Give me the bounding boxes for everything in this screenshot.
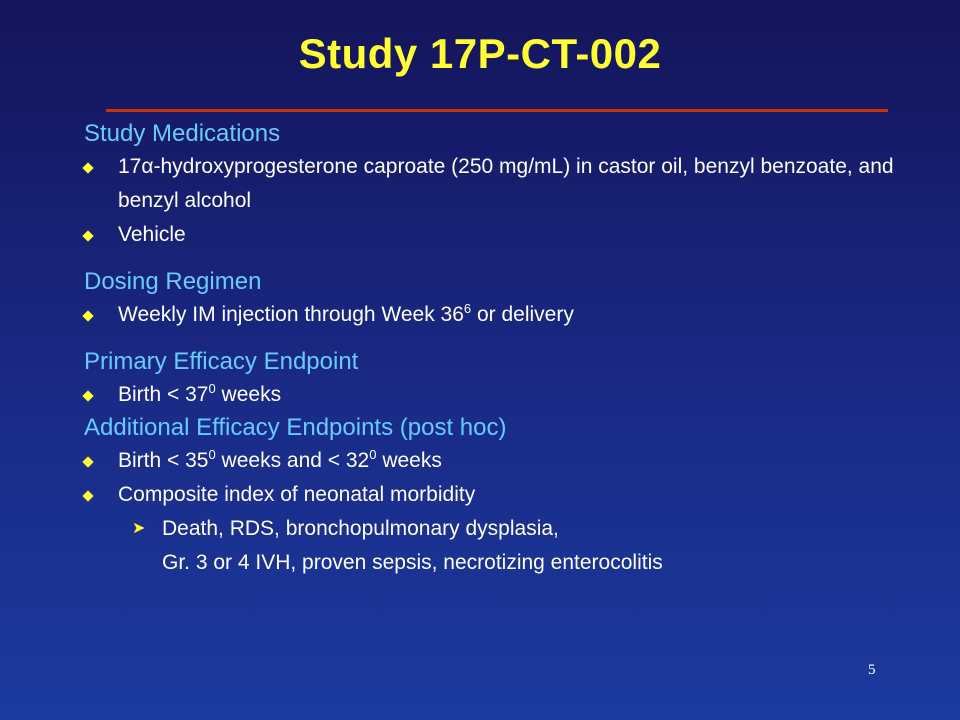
diamond-bullet-icon xyxy=(82,162,93,173)
bullet-text: 17α-hydroxyprogesterone caproate (250 mg/mL) in castor oil, benzyl benzoate, and benzyl alcohol xyxy=(118,155,894,212)
diamond-bullet-icon xyxy=(82,310,93,321)
slide-content xyxy=(84,118,904,580)
bullet-medication-vehicle xyxy=(84,218,904,252)
superscript: 0 xyxy=(369,447,377,462)
bullet-text: weeks and < 32 xyxy=(215,449,370,472)
superscript: 0 xyxy=(208,447,216,462)
heading-additional-endpoints: Additional Efficacy Endpoints (post hoc) xyxy=(84,414,507,441)
sub-bullet-text-line2: Gr. 3 or 4 IVH, proven sepsis, necrotizing enterocolitis xyxy=(162,551,663,574)
diamond-bullet-icon xyxy=(82,230,93,241)
bullet-text: Vehicle xyxy=(118,223,186,246)
bullet-additional-birth xyxy=(84,444,904,478)
heading-study-medications: Study Medications xyxy=(84,120,281,147)
bullet-medication-17p xyxy=(84,150,904,218)
bullet-text: Birth < 37 xyxy=(118,383,209,406)
bullet-text: weeks xyxy=(376,449,442,472)
heading-primary-endpoint: Primary Efficacy Endpoint xyxy=(84,348,359,375)
sub-bullet-text-line1: Death, RDS, bronchopulmonary dysplasia, xyxy=(162,517,559,540)
bullet-text: or delivery xyxy=(471,303,574,326)
diamond-bullet-icon xyxy=(82,456,93,467)
heading-dosing-regimen: Dosing Regimen xyxy=(84,268,262,295)
diamond-bullet-icon xyxy=(82,490,93,501)
title-divider xyxy=(106,109,888,112)
superscript: 6 xyxy=(463,301,472,316)
bullet-dosing xyxy=(84,298,904,332)
slide-title: Study 17P-CT-002 xyxy=(298,30,662,77)
sub-bullet-morbidity xyxy=(84,512,904,580)
page-number: 5 xyxy=(868,662,876,678)
diamond-bullet-icon xyxy=(82,390,93,401)
bullet-text: weeks xyxy=(215,383,282,406)
bullet-text: Birth < 35 xyxy=(118,449,209,472)
arrow-right-icon: ➤ xyxy=(132,520,146,537)
bullet-text: Weekly IM injection through Week 36 xyxy=(118,303,464,326)
bullet-additional-composite xyxy=(84,478,904,512)
bullet-text: Composite index of neonatal morbidity xyxy=(118,483,476,506)
bullet-primary-endpoint xyxy=(84,378,904,412)
superscript: 0 xyxy=(208,381,216,396)
